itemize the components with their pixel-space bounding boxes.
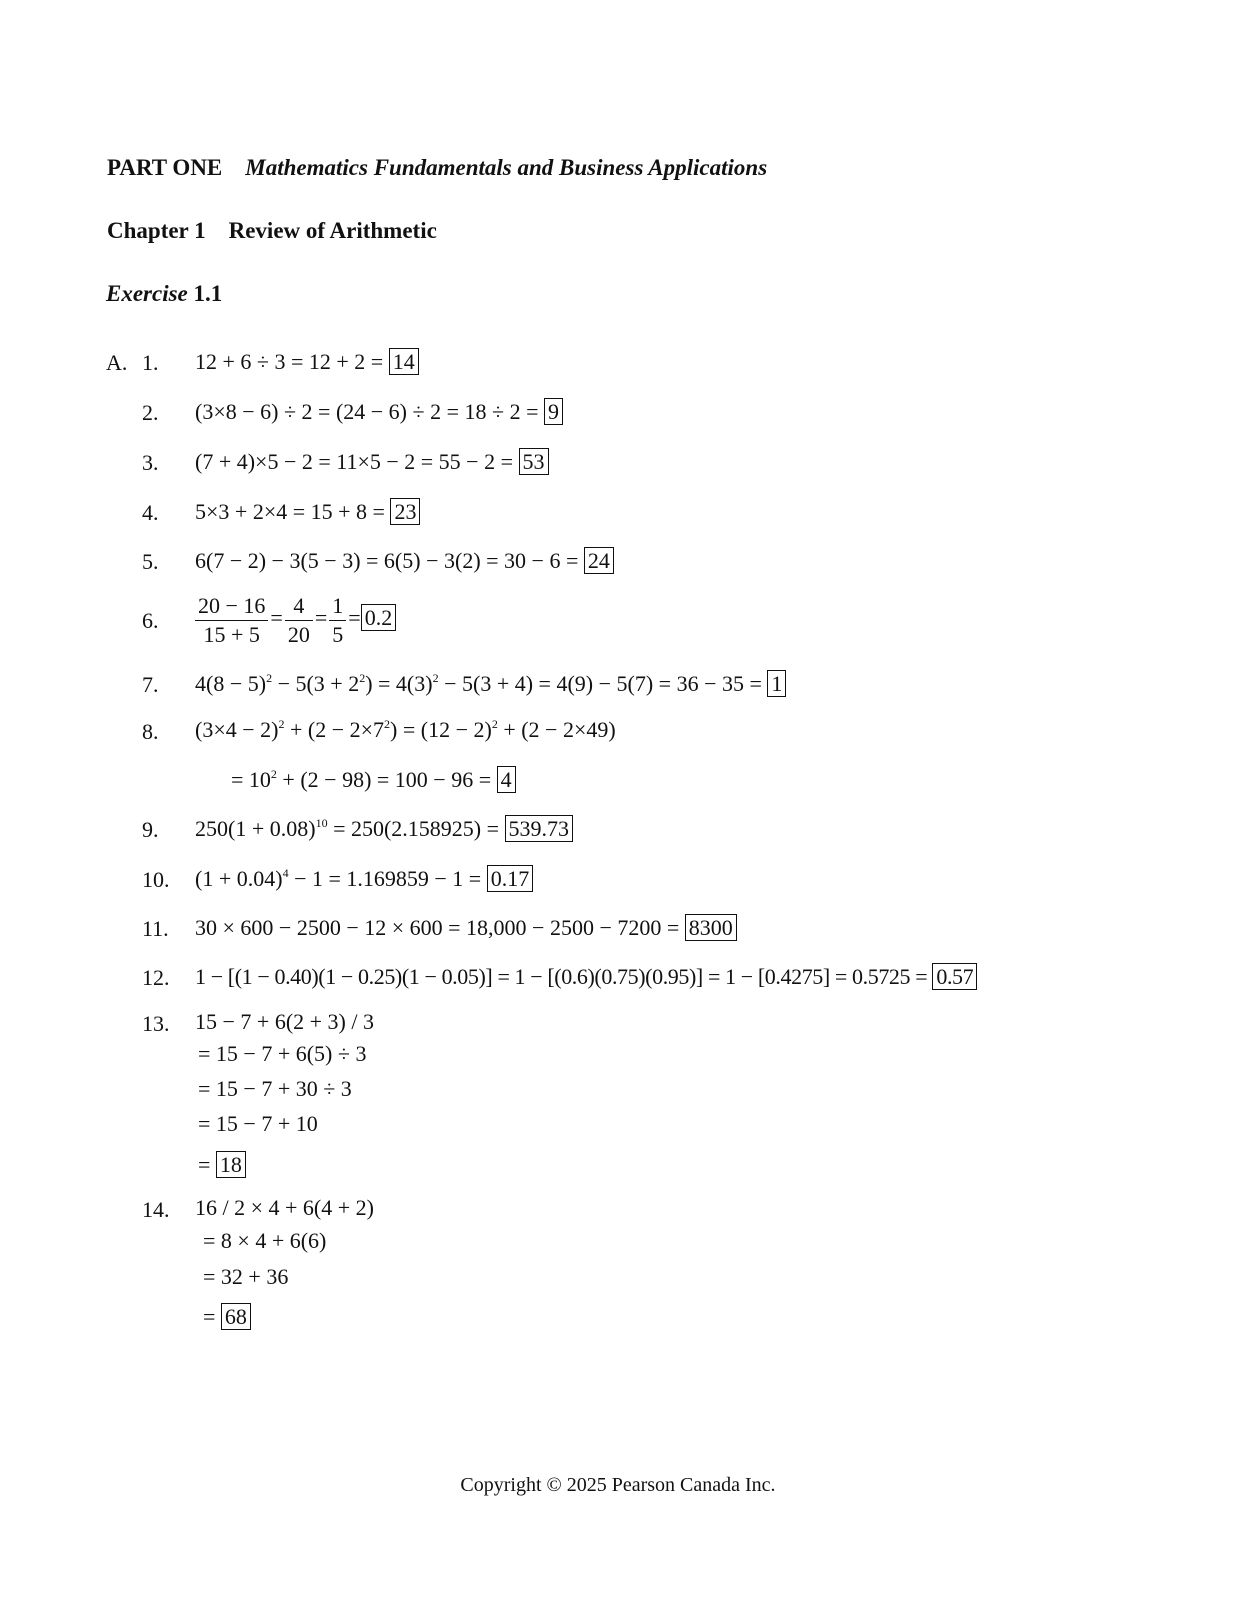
problem-number: 4. bbox=[142, 500, 159, 525]
problem-8-equation-line-1: $(3\times 4 - 2)^2 + (2 - 2\times 7^2) = (12 - 2)^2 + (2 - 2\times 49)$ bbox=[195, 717, 616, 742]
equation-text: (7 + 4)×5 − 2 = 11×5 − 2 = 55 − 2 = bbox=[195, 449, 514, 474]
problem-number: 10. bbox=[142, 867, 170, 892]
problem-number: 12. bbox=[142, 965, 170, 990]
problem-number: 8. bbox=[142, 719, 159, 744]
exercise-number: 1.1 bbox=[193, 281, 223, 306]
fraction bbox=[285, 592, 313, 648]
fraction-denominator: 5 bbox=[332, 621, 344, 647]
equation-text: $(1 + 0.04)^4 - 1 = 1.169859 - 1$ = bbox=[195, 866, 482, 891]
fraction bbox=[195, 592, 268, 648]
answer-box: 14 bbox=[389, 348, 419, 375]
problem-14-line: = 32 + 36 bbox=[203, 1264, 289, 1289]
problem-7-equation bbox=[195, 670, 786, 697]
chapter-heading bbox=[107, 218, 437, 244]
answer-box: 0.17 bbox=[487, 865, 534, 892]
answer-box: 1 bbox=[767, 670, 786, 697]
answer-box: 8300 bbox=[685, 914, 737, 941]
equation-text: 12 + 6 ÷ 3 = 12 + 2 = bbox=[195, 349, 384, 374]
equation-text: (3×8 − 6) ÷ 2 = (24 − 6) ÷ 2 = 18 ÷ 2 = bbox=[195, 399, 539, 424]
fraction-denominator: 15 + 5 bbox=[203, 621, 260, 647]
answer-box: 539.73 bbox=[505, 815, 574, 842]
problem-13-line: = 15 − 7 + 10 bbox=[198, 1111, 318, 1136]
answer-box: 4 bbox=[497, 766, 516, 793]
chapter-label: Chapter 1 bbox=[107, 218, 206, 243]
answer-box: 23 bbox=[390, 498, 420, 525]
part-label: PART ONE bbox=[107, 155, 223, 180]
problem-5-equation bbox=[195, 547, 614, 574]
fraction-denominator: 20 bbox=[287, 621, 310, 647]
fraction bbox=[329, 592, 346, 648]
problem-number: 5. bbox=[142, 549, 159, 574]
equation-text: $250(1 + 0.08)^{10} = 250(2.158925)$ = bbox=[195, 816, 500, 841]
problem-number: 11. bbox=[142, 916, 169, 941]
problem-12-equation bbox=[195, 963, 977, 990]
problem-number: 7. bbox=[142, 672, 159, 697]
fraction-numerator: 1 bbox=[329, 592, 346, 621]
answer-box: 0.2 bbox=[361, 604, 397, 631]
equation-text: = $10^2 + (2 - 98) = 100 - 96$ = bbox=[231, 767, 492, 792]
part-heading bbox=[107, 155, 767, 181]
exercise-word: Exercise bbox=[106, 281, 188, 306]
part-title: Mathematics Fundamentals and Business Applications bbox=[245, 155, 768, 180]
answer-box: 0.57 bbox=[932, 963, 977, 990]
answer-box: 9 bbox=[544, 398, 563, 425]
equation-text: 6(7 − 2) − 3(5 − 3) = 6(5) − 3(2) = 30 − 6 = bbox=[195, 548, 579, 573]
problem-3-equation bbox=[195, 448, 549, 475]
fraction-numerator: 4 bbox=[285, 592, 313, 621]
section-label: A. bbox=[106, 350, 128, 375]
problem-8-equation-line-2 bbox=[231, 766, 516, 793]
chapter-title: Review of Arithmetic bbox=[228, 218, 437, 243]
problem-14-line: = 8 × 4 + 6(6) bbox=[203, 1228, 327, 1253]
problem-14-line: 16 / 2 × 4 + 6(4 + 2) bbox=[195, 1195, 374, 1220]
problem-4-equation bbox=[195, 498, 420, 525]
problem-number: 1. bbox=[142, 350, 159, 375]
problem-13-line: = 15 − 7 + 6(5) ÷ 3 bbox=[198, 1041, 367, 1066]
problem-10-equation bbox=[195, 865, 533, 892]
equation-text: 1 − [(1 − 0.40)(1 − 0.25)(1 − 0.05)] = 1 − [(0.6)(0.75)(0.95)] = 1 − [0.4275] = 0.5725 = bbox=[195, 964, 928, 989]
copyright-footer: Copyright © 2025 Pearson Canada Inc. bbox=[460, 1474, 776, 1496]
problem-13-line: = 15 − 7 + 30 ÷ 3 bbox=[198, 1076, 352, 1101]
problem-9-equation bbox=[195, 815, 573, 842]
problem-number: 9. bbox=[142, 817, 159, 842]
problem-14-result: = 68 bbox=[203, 1303, 251, 1330]
answer-box: 68 bbox=[221, 1303, 251, 1330]
problem-6-equation: $\frac{20 - 16}{15 + 5}$ = $\frac{4}{20}$ = $\frac{1}{5}$ = 0.2 bbox=[193, 592, 396, 648]
problem-number: 3. bbox=[142, 450, 159, 475]
problem-2-equation bbox=[195, 398, 563, 425]
problem-11-equation bbox=[195, 914, 737, 941]
equation-text: $4(8 - 5)^2 - 5(3 + 2^2) = 4(3)^2 - 5(3 + 4) = 4(9) - 5(7) = 36 - 35$ = bbox=[195, 671, 762, 696]
problem-number: 2. bbox=[142, 400, 159, 425]
problem-number: 14. bbox=[142, 1197, 170, 1222]
fraction-numerator: 20 − 16 bbox=[195, 592, 268, 621]
answer-box: 18 bbox=[216, 1151, 246, 1178]
equation-text: 30 × 600 − 2500 − 12 × 600 = 18,000 − 2500 − 7200 = bbox=[195, 915, 680, 940]
problem-13-line: 15 − 7 + 6(2 + 3) / 3 bbox=[195, 1009, 374, 1034]
problem-number: 6. bbox=[142, 608, 159, 633]
answer-box: 24 bbox=[584, 547, 614, 574]
problem-13-result: = 18 bbox=[198, 1151, 246, 1178]
exercise-heading bbox=[106, 281, 222, 307]
problem-1-equation bbox=[195, 348, 419, 375]
answer-box: 53 bbox=[519, 448, 549, 475]
problem-number: 13. bbox=[142, 1011, 170, 1036]
equation-text: 5×3 + 2×4 = 15 + 8 = bbox=[195, 499, 385, 524]
